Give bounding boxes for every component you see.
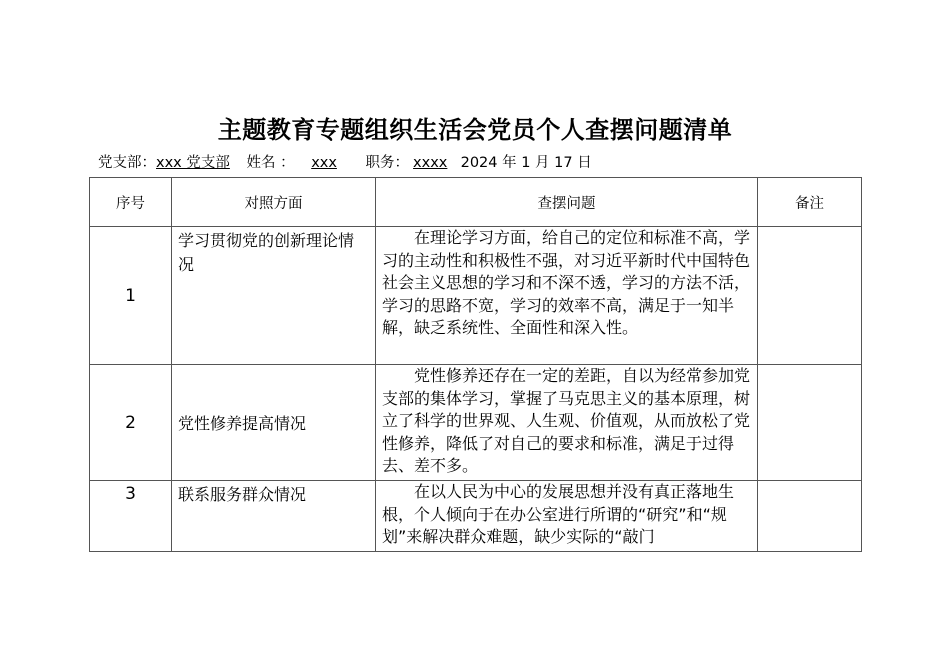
- name-value: xxx: [311, 155, 337, 171]
- table-row: [90, 365, 862, 481]
- row-issue: 在以人民为中心的发展思想并没有真正落地生根，个人倾向于在办公室进行所谓的“研究”和“规划”来解决群众难题，缺少实际的“敲门: [376, 481, 758, 552]
- table-header-row: [90, 178, 862, 227]
- position-value: xxxx: [413, 155, 448, 171]
- header-issue: 查摆问题: [376, 178, 758, 227]
- issue-table: [89, 177, 862, 552]
- row-note: [758, 365, 862, 481]
- branch-label: 党支部：: [98, 155, 156, 171]
- row-aspect: 联系服务群众情况: [172, 481, 376, 552]
- branch-value: xxx 党支部: [156, 155, 230, 171]
- table-row: [90, 227, 862, 365]
- row-issue: 党性修养还存在一定的差距，自以为经常参加党支部的集体学习，掌握了马克思主义的基本原理，树立了科学的世界观、人生观、价值观，从而放松了党性修养，降低了对自己的要求和标准，满足于过得去、差不多。: [376, 365, 758, 481]
- meta-line: [98, 151, 592, 172]
- header-note: 备注: [758, 178, 862, 227]
- document-title: 主题教育专题组织生活会党员个人查摆问题清单: [217, 116, 733, 144]
- row-note: [758, 227, 862, 365]
- row-no: 2: [90, 365, 172, 481]
- row-aspect: 党性修养提高情况: [172, 365, 376, 481]
- row-no: 3: [90, 481, 172, 552]
- name-label: 姓名 ：: [246, 155, 295, 171]
- position-label: 职务：: [365, 155, 410, 171]
- row-aspect: 学习贯彻党的创新理论情况: [172, 227, 376, 365]
- header-no: 序号: [90, 178, 172, 227]
- header-aspect: 对照方面: [172, 178, 376, 227]
- row-issue: 在理论学习方面，给自己的定位和标准不高，学习的主动性和积极性不强，对习近平新时代中国特色社会主义思想的学习和不深不透，学习的方法不活，学习的思路不宽，学习的效率不高，满足于一知半解，缺乏系统性、全面性和深入性。: [376, 227, 758, 365]
- row-no: 1: [90, 227, 172, 365]
- date-text: 2024 年 1 月 17 日: [460, 155, 592, 171]
- row-note: [758, 481, 862, 552]
- table-row: [90, 481, 862, 552]
